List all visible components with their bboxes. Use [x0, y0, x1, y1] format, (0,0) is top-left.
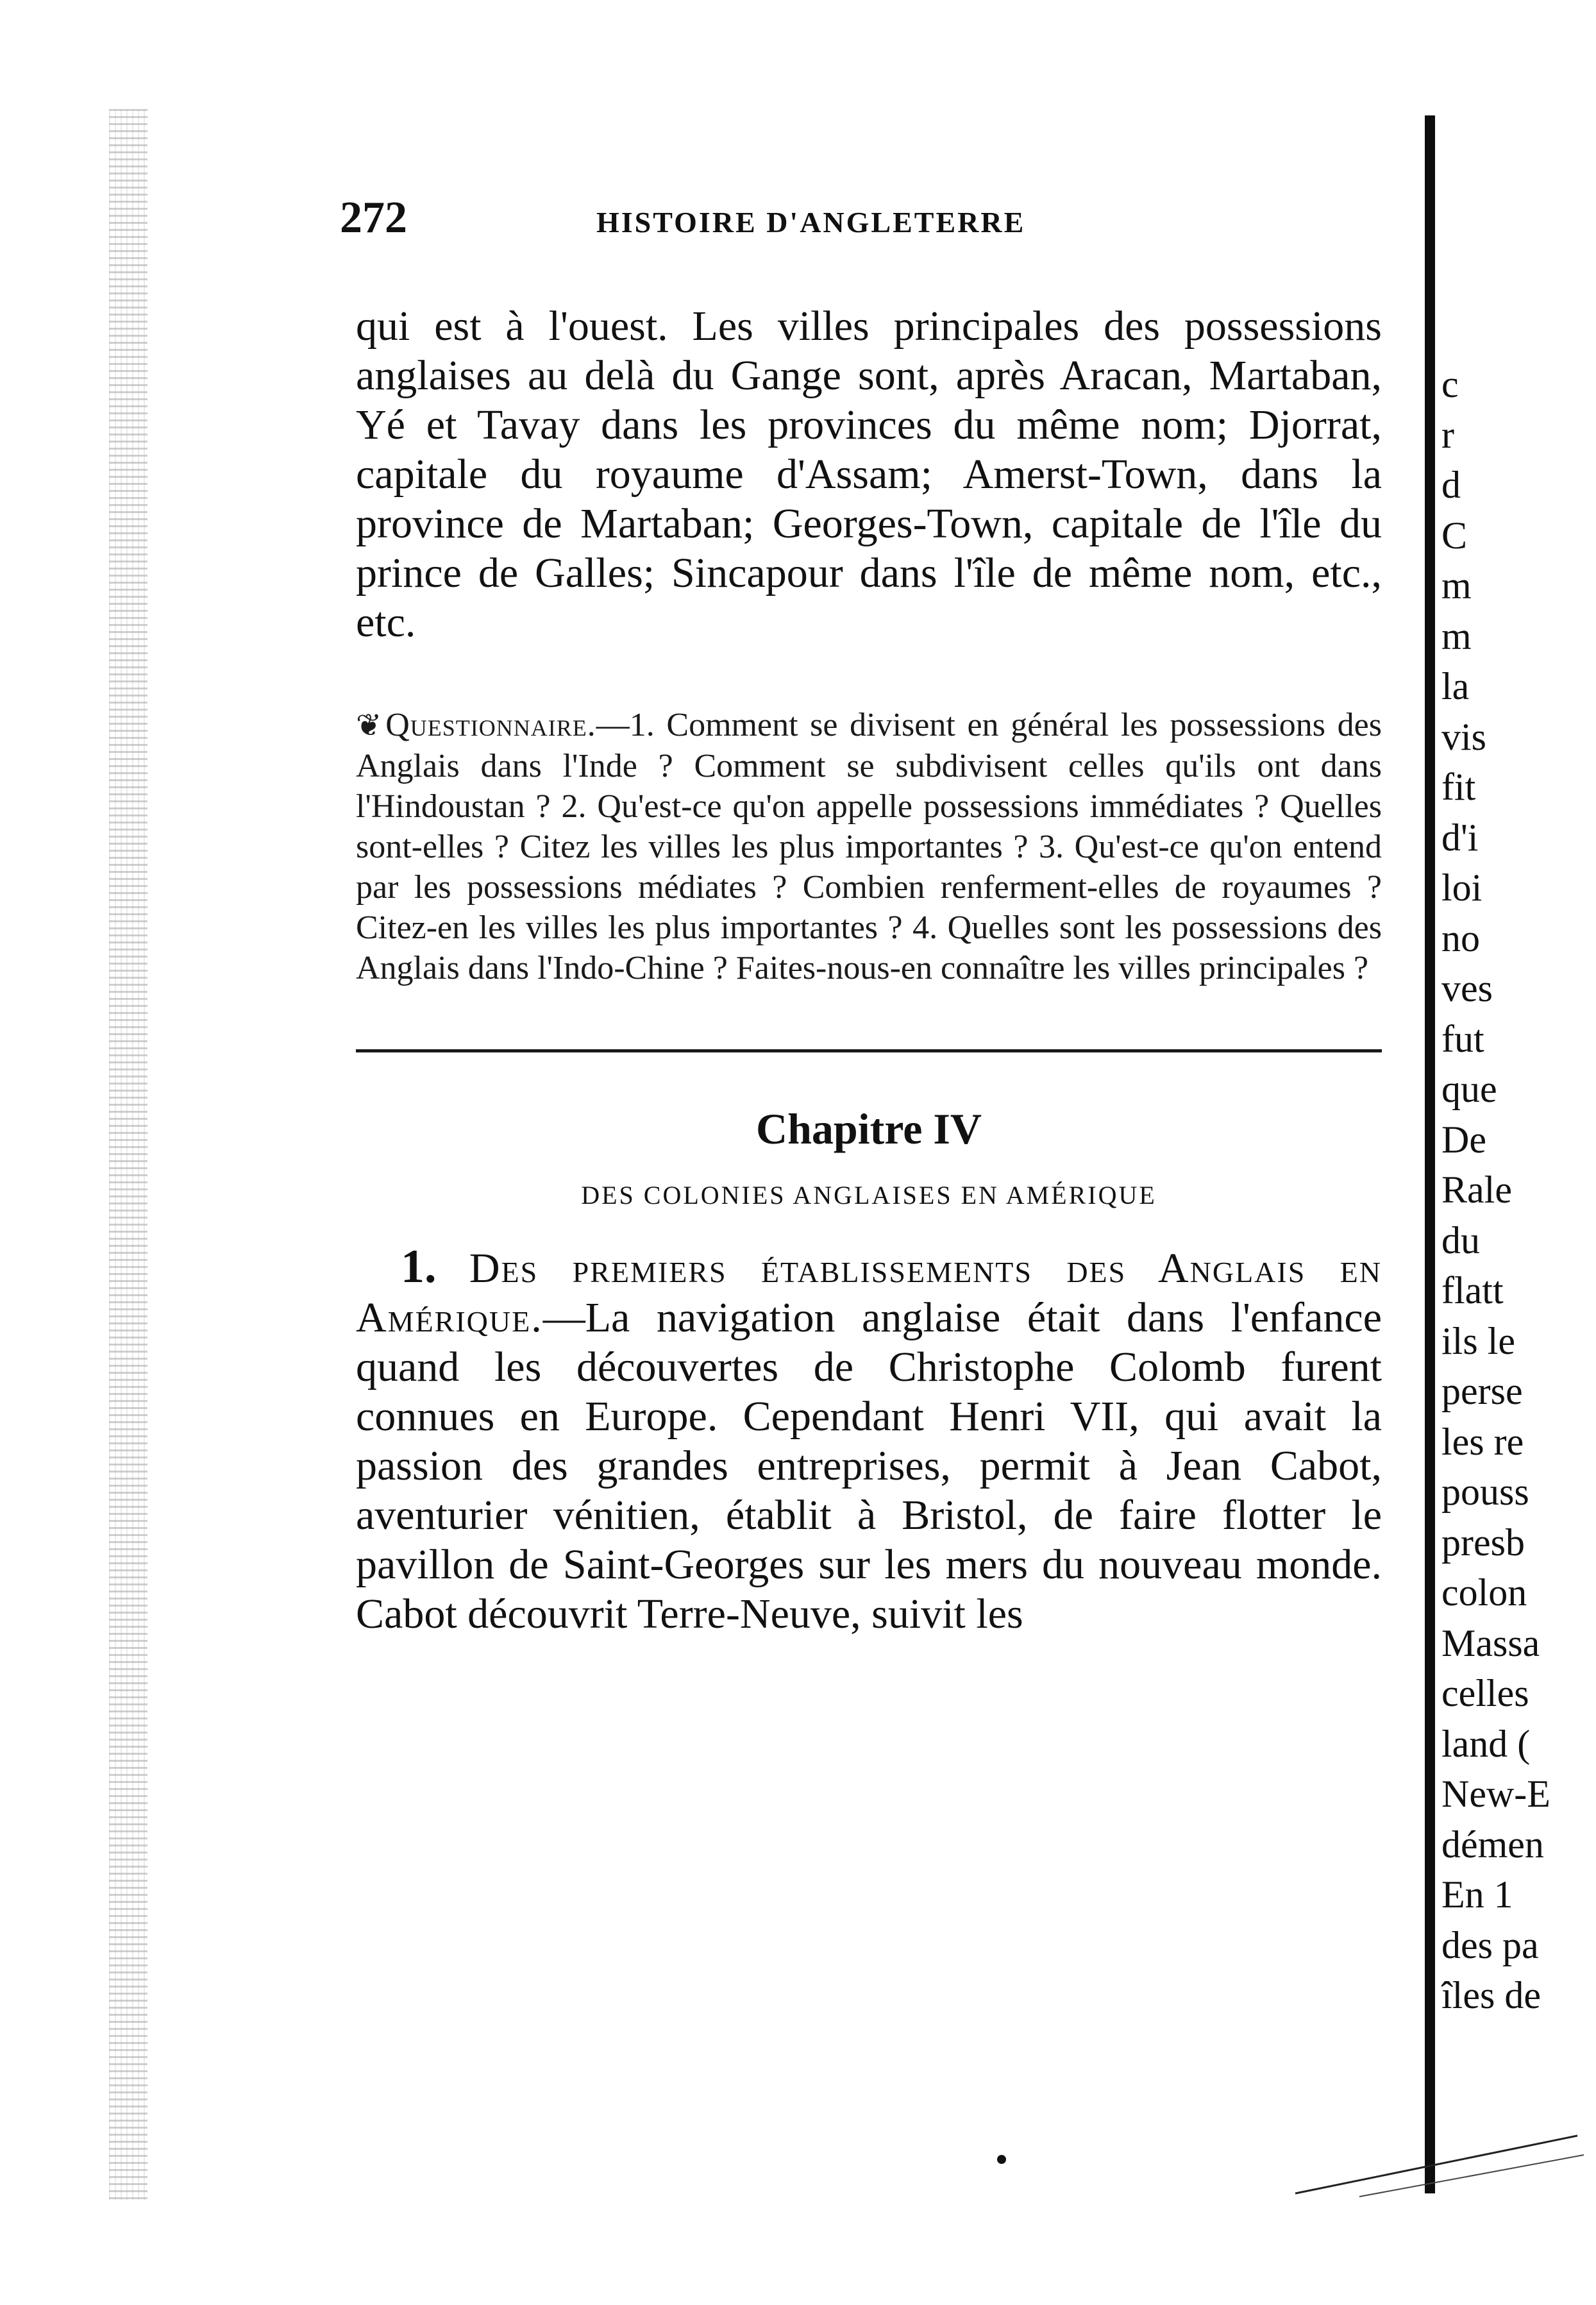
adjacent-fragment: pouss [1441, 1471, 1529, 1513]
adjacent-fragment: perse [1441, 1370, 1523, 1412]
section-divider [356, 1049, 1382, 1052]
page-number: 272 [340, 193, 407, 242]
adjacent-fragment: colon [1441, 1571, 1527, 1614]
binding-edge [109, 109, 147, 2200]
adjacent-fragment: îles de [1441, 1974, 1541, 2016]
adjacent-fragment: démen [1441, 1823, 1544, 1866]
gutter-rule [1425, 115, 1435, 2193]
adjacent-fragment: loi [1441, 866, 1483, 909]
hand-mark-icon: ❦ [356, 709, 382, 743]
adjacent-fragment: fut [1441, 1017, 1484, 1060]
adjacent-fragment: ils le [1441, 1319, 1515, 1362]
adjacent-fragment: flatt [1441, 1269, 1504, 1312]
running-head [340, 192, 1391, 250]
main-column [356, 301, 1382, 1639]
book-title: HISTOIRE D'ANGLETERRE [596, 206, 1026, 239]
diagonal-scan-mark [1282, 2129, 1584, 2200]
questionnaire-text: —1. Comment se divisent en général les possessions des Anglais dans l'Inde ? Comment se subdivisent celles qu'ils ont dans l'Hindoustan ? 2. Qu'est-ce qu'on appelle possessions immédiates ? Quelles sont-elles ? Citez les villes les plus importantes ? 3. Qu'est-ce qu'on entend par les possessions médiates ? Combien renferment-elles de royaumes ? Citez-en les villes les plus importantes ? 4. Quelles sont les possessions des Anglais dans l'Indo-Chine ? Faites-nous-en connaître les villes principales ? [356, 707, 1382, 986]
adjacent-fragment: fit [1441, 766, 1476, 808]
ink-speck [997, 2155, 1006, 2164]
questionnaire-label: Questionnaire. [385, 707, 596, 743]
adjacent-fragment: presb [1441, 1521, 1525, 1564]
chapter-subtitle: DES COLONIES ANGLAISES EN AMÉRIQUE [581, 1181, 1157, 1210]
adjacent-fragment: m [1441, 564, 1472, 607]
adjacent-fragment: C [1441, 514, 1468, 557]
chapter-title: Chapitre IV [756, 1104, 982, 1153]
adjacent-fragment: r [1441, 413, 1454, 456]
body-paragraph: qui est à l'ouest. Les villes principales des possessions anglaises au delà du Gange sont, après Aracan, Martaban, Yé et Tavay dans les provinces du même nom; Djorrat, capitale du royaume d'Assam; Amerst-Town, dans la province de Martaban; Georges-Town, capitale de l'île du prince de Galles; Sincapour dans l'île de même nom, etc., etc. [356, 303, 1382, 646]
adjacent-fragment: les re [1441, 1420, 1524, 1463]
adjacent-fragment: la [1441, 665, 1470, 707]
adjacent-fragment: ves [1441, 967, 1493, 1009]
adjacent-fragment: En 1 [1441, 1873, 1513, 1916]
adjacent-fragment: no [1441, 916, 1480, 959]
section-number: 1. [401, 1240, 437, 1293]
adjacent-fragment: vis [1441, 715, 1487, 758]
adjacent-fragment: d'i [1441, 816, 1479, 859]
questionnaire [356, 705, 1382, 988]
adjacent-fragment: Massa [1441, 1621, 1540, 1664]
section-text: —La navigation anglaise était dans l'enfance quand les découvertes de Christophe Colomb furent connues en Europe. Cependant Henri VII, qui avait la passion des grandes entreprises, permit à Jean Cabot, aventurier vénitien, établit à Bristol, de faire flotter le pavillon de Saint-Georges sur les mers du nouveau monde. Cabot découvrit Terre-Neuve, suivit les [356, 1294, 1382, 1637]
adjacent-page-column [1441, 359, 1596, 2021]
adjacent-fragment: c [1441, 363, 1459, 405]
adjacent-fragment: Rale [1441, 1169, 1512, 1211]
adjacent-fragment: De [1441, 1118, 1486, 1161]
section-paragraph [356, 1242, 1382, 1639]
adjacent-fragment: du [1441, 1219, 1480, 1262]
adjacent-fragment: land ( [1441, 1722, 1531, 1765]
adjacent-fragment: celles [1441, 1672, 1529, 1714]
section-heading: Des premiers établissements des Anglais en Amérique. [356, 1245, 1382, 1341]
adjacent-fragment: m [1441, 614, 1472, 657]
adjacent-fragment: que [1441, 1068, 1497, 1110]
adjacent-fragment: d [1441, 464, 1461, 506]
adjacent-fragment: New-E [1441, 1773, 1550, 1815]
adjacent-fragment: des pa [1441, 1923, 1539, 1966]
